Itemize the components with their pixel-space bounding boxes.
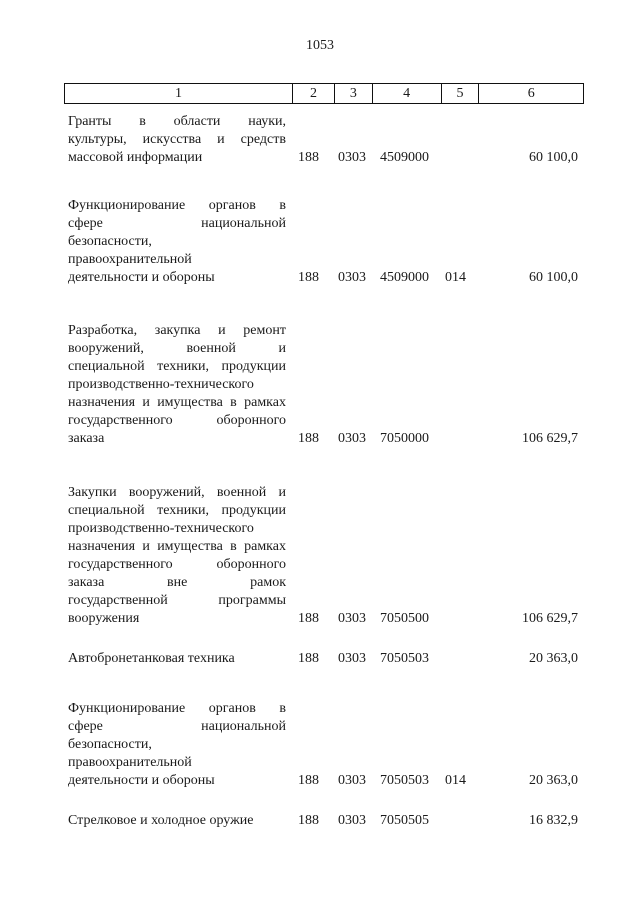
description-line: Функционирование органов в: [68, 701, 286, 716]
column-header-6: 6: [527, 86, 535, 101]
cell-gr: 188: [298, 651, 319, 666]
page-number: 1053: [306, 38, 334, 53]
cell-gr: 188: [298, 270, 319, 285]
cell-sum: 106 629,7: [522, 611, 578, 626]
cell-cs: 4509000: [380, 150, 429, 165]
cell-sum: 60 100,0: [529, 270, 578, 285]
description-line: производственно-технического: [68, 521, 254, 536]
cell-gr: 188: [298, 150, 319, 165]
cell-sum: 60 100,0: [529, 150, 578, 165]
description-line: специальной техники, продукции: [68, 359, 286, 374]
cell-gr: 188: [298, 431, 319, 446]
cell-sum: 106 629,7: [522, 431, 578, 446]
cell-rz: 0303: [338, 431, 366, 446]
description-line: назначения и имущества в рамках: [68, 539, 286, 554]
row-description: [68, 812, 286, 830]
column-header-3: 3: [335, 84, 373, 103]
description-line: Стрелковое и холодное оружие: [68, 813, 254, 828]
cell-rz: 0303: [338, 270, 366, 285]
cell-vr: 014: [445, 773, 466, 788]
description-line: Закупки вооружений, военной и: [68, 485, 286, 500]
description-line: Гранты в области науки,: [68, 114, 286, 129]
description-line: вооружения: [68, 611, 140, 626]
description-line: Разработка, закупка и ремонт: [68, 323, 286, 338]
description-line: государственной программы: [68, 593, 286, 608]
description-line: заказа: [68, 431, 105, 446]
description-line: Автобронетанковая техника: [68, 651, 235, 666]
description-line: безопасности,: [68, 234, 152, 249]
description-line: Функционирование органов в: [68, 198, 286, 213]
cell-rz: 0303: [338, 651, 366, 666]
cell-rz: 0303: [338, 773, 366, 788]
column-header-2: 2: [293, 84, 335, 103]
description-line: специальной техники, продукции: [68, 503, 286, 518]
description-line: производственно-технического: [68, 377, 254, 392]
cell-sum: 20 363,0: [529, 651, 578, 666]
cell-cs: 7050503: [380, 773, 429, 788]
row-description: [68, 197, 286, 287]
row-description: [68, 322, 286, 448]
description-line: государственного оборонного: [68, 413, 286, 428]
cell-cs: 7050503: [380, 651, 429, 666]
description-line: культуры, искусства и средств: [68, 132, 286, 147]
cell-cs: 4509000: [380, 270, 429, 285]
description-line: вооружений, военной и: [68, 341, 286, 356]
description-line: безопасности,: [68, 737, 152, 752]
description-line: заказа вне рамок: [68, 575, 286, 590]
row-description: [68, 650, 286, 668]
description-line: сфере национальной: [68, 216, 286, 231]
column-header-5: 5: [442, 84, 480, 103]
description-line: государственного оборонного: [68, 557, 286, 572]
cell-cs: 7050500: [380, 611, 429, 626]
row-description: [68, 484, 286, 628]
cell-gr: 188: [298, 813, 319, 828]
description-line: деятельности и обороны: [68, 773, 215, 788]
cell-cs: 7050000: [380, 431, 429, 446]
row-description: [68, 700, 286, 790]
cell-cs: 7050505: [380, 813, 429, 828]
column-header-4: 4: [373, 84, 442, 103]
description-line: правоохранительной: [68, 252, 192, 267]
cell-gr: 188: [298, 611, 319, 626]
column-header-1: 1: [65, 84, 293, 103]
cell-sum: 16 832,9: [529, 813, 578, 828]
cell-rz: 0303: [338, 813, 366, 828]
cell-rz: 0303: [338, 150, 366, 165]
cell-vr: 014: [445, 270, 466, 285]
cell-rz: 0303: [338, 611, 366, 626]
description-line: правоохранительной: [68, 755, 192, 770]
description-line: деятельности и обороны: [68, 270, 215, 285]
cell-gr: 188: [298, 773, 319, 788]
row-description: [68, 113, 286, 167]
cell-sum: 20 363,0: [529, 773, 578, 788]
description-line: сфере национальной: [68, 719, 286, 734]
description-line: массовой информации: [68, 150, 203, 165]
table-header-row: [64, 83, 584, 104]
description-line: назначения и имущества в рамках: [68, 395, 286, 410]
